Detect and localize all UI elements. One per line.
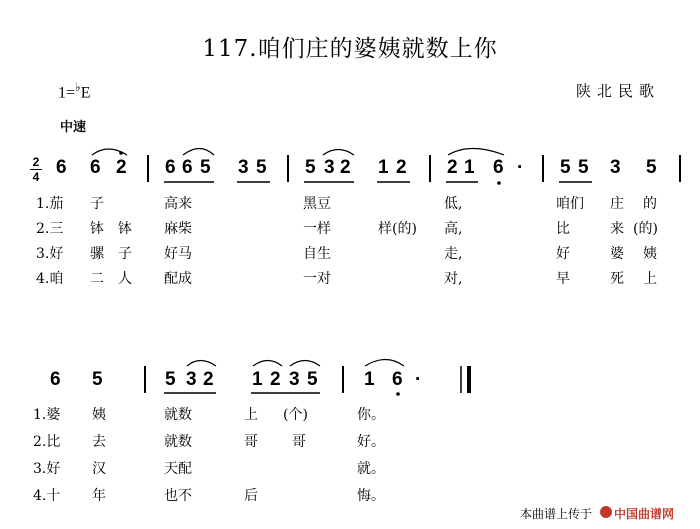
note: 3 — [186, 369, 197, 390]
lyric: 就数 — [164, 407, 192, 423]
note: 2 — [396, 157, 407, 178]
note: 6 — [392, 369, 403, 390]
lyric: 钵 — [90, 221, 104, 237]
lyric: 汉 — [92, 461, 106, 477]
key-prefix: 1= — [58, 84, 76, 102]
lyric: 1.茄 — [36, 196, 64, 212]
octave-dots — [119, 151, 501, 396]
note: 1 — [364, 369, 375, 390]
lyric: 骡 — [90, 246, 104, 262]
lyric: 黑豆 — [303, 196, 331, 212]
note: 6 — [50, 369, 61, 390]
lyric: 高来 — [164, 196, 192, 212]
flat-sign: ♭ — [75, 80, 81, 94]
note: 3 — [324, 157, 335, 178]
slurs — [92, 149, 504, 367]
lyric: 后 — [244, 488, 258, 504]
time-sig-bottom: 4 — [32, 170, 40, 184]
lyric: 低, — [444, 196, 463, 212]
lyric: 的 — [643, 196, 657, 212]
lyric: 悔。 — [357, 488, 385, 504]
lyric: 就数 — [164, 434, 192, 450]
note: 2 — [447, 157, 458, 178]
footer-credit — [520, 505, 592, 522]
key-note: E — [80, 84, 91, 102]
note: 2 — [270, 369, 281, 390]
note: 2 — [340, 157, 351, 178]
site-logo-icon — [600, 506, 612, 518]
eighth-underlines — [164, 182, 592, 393]
lyric: (的) — [633, 221, 658, 237]
lyric: 子 — [90, 196, 104, 212]
lyric: 咱们 — [556, 196, 584, 212]
lyric: 早 — [556, 271, 570, 287]
lyric: 自生 — [303, 246, 331, 262]
lyric: 好马 — [164, 246, 192, 262]
lyric: 你。 — [357, 407, 385, 423]
lyric: 子 — [118, 246, 132, 262]
note: 1 — [378, 157, 389, 178]
note: 2 — [116, 157, 127, 178]
lyric: 高, — [444, 221, 463, 237]
note: 5 — [578, 157, 589, 178]
note: 5 — [92, 369, 103, 390]
tempo-mark: 中速 — [60, 120, 87, 135]
note: 6 — [493, 157, 504, 178]
lyric: 二 — [90, 271, 104, 287]
lyric: 好。 — [357, 434, 385, 450]
note: 5 — [307, 369, 318, 390]
note: 6 — [182, 157, 193, 178]
lyric: 2.三 — [36, 221, 64, 237]
lyric: 麻柴 — [164, 221, 192, 237]
lyric: 上 — [244, 407, 258, 423]
lyric: 天配 — [164, 461, 192, 477]
lyric: 姨 — [643, 246, 657, 262]
note: 6 — [165, 157, 176, 178]
lyric: 3.好 — [36, 246, 64, 262]
lyric: (个) — [283, 407, 308, 423]
bar-lines — [145, 155, 680, 393]
note: 3 — [238, 157, 249, 178]
dot: · — [517, 157, 524, 178]
lyric: 好 — [556, 246, 570, 262]
note: 1 — [252, 369, 263, 390]
lyric: 对, — [444, 271, 463, 287]
lyric: 姨 — [92, 407, 106, 423]
lyric: 3.好 — [33, 461, 61, 477]
page-title: 117.咱们庄的婆姨就数上你 — [202, 36, 498, 62]
note: 6 — [90, 157, 101, 178]
note: 5 — [165, 369, 176, 390]
lyric: 上 — [643, 271, 657, 287]
note: 5 — [560, 157, 571, 178]
lyric: 哥 — [244, 434, 258, 450]
note: 3 — [610, 157, 621, 178]
uploaded-label: 本曲谱上传于 — [520, 507, 593, 521]
lyric: 人 — [118, 271, 132, 287]
lyric: 就。 — [357, 461, 385, 477]
note: 3 — [289, 369, 300, 390]
note: 2 — [203, 369, 214, 390]
song-source: 陕北民歌 — [576, 82, 661, 100]
time-sig-top: 2 — [32, 155, 40, 169]
lyric: 去 — [92, 434, 106, 450]
site-link[interactable] — [614, 505, 674, 522]
note: 1 — [464, 157, 475, 178]
lyric: 哥 — [292, 434, 306, 450]
lyric: 死 — [610, 271, 624, 287]
note: 6 — [56, 157, 67, 178]
lyric: 4.十 — [33, 488, 61, 504]
lyric: 1.婆 — [33, 407, 61, 423]
lyric: 比 — [556, 221, 570, 237]
site-name: 中国曲谱网 — [614, 507, 675, 521]
lyric: 也不 — [164, 488, 192, 504]
lyric: 2.比 — [33, 434, 61, 450]
lyric: 庄 — [610, 196, 624, 212]
lyric: 一对 — [303, 271, 331, 287]
lyric: 4.咱 — [36, 271, 64, 287]
note: 5 — [305, 157, 316, 178]
lyric: 一样 — [303, 221, 331, 237]
dot: · — [415, 369, 422, 390]
lyric: 走, — [444, 246, 463, 262]
lyric: 配成 — [164, 271, 192, 287]
note: 5 — [646, 157, 657, 178]
lyric: 婆 — [610, 246, 624, 262]
lyric: 来 — [610, 221, 624, 237]
lyric: 钵 — [118, 221, 132, 237]
lyric: 年 — [92, 488, 106, 504]
lyric: 样(的) — [378, 221, 417, 237]
note: 5 — [200, 157, 211, 178]
note: 5 — [256, 157, 267, 178]
